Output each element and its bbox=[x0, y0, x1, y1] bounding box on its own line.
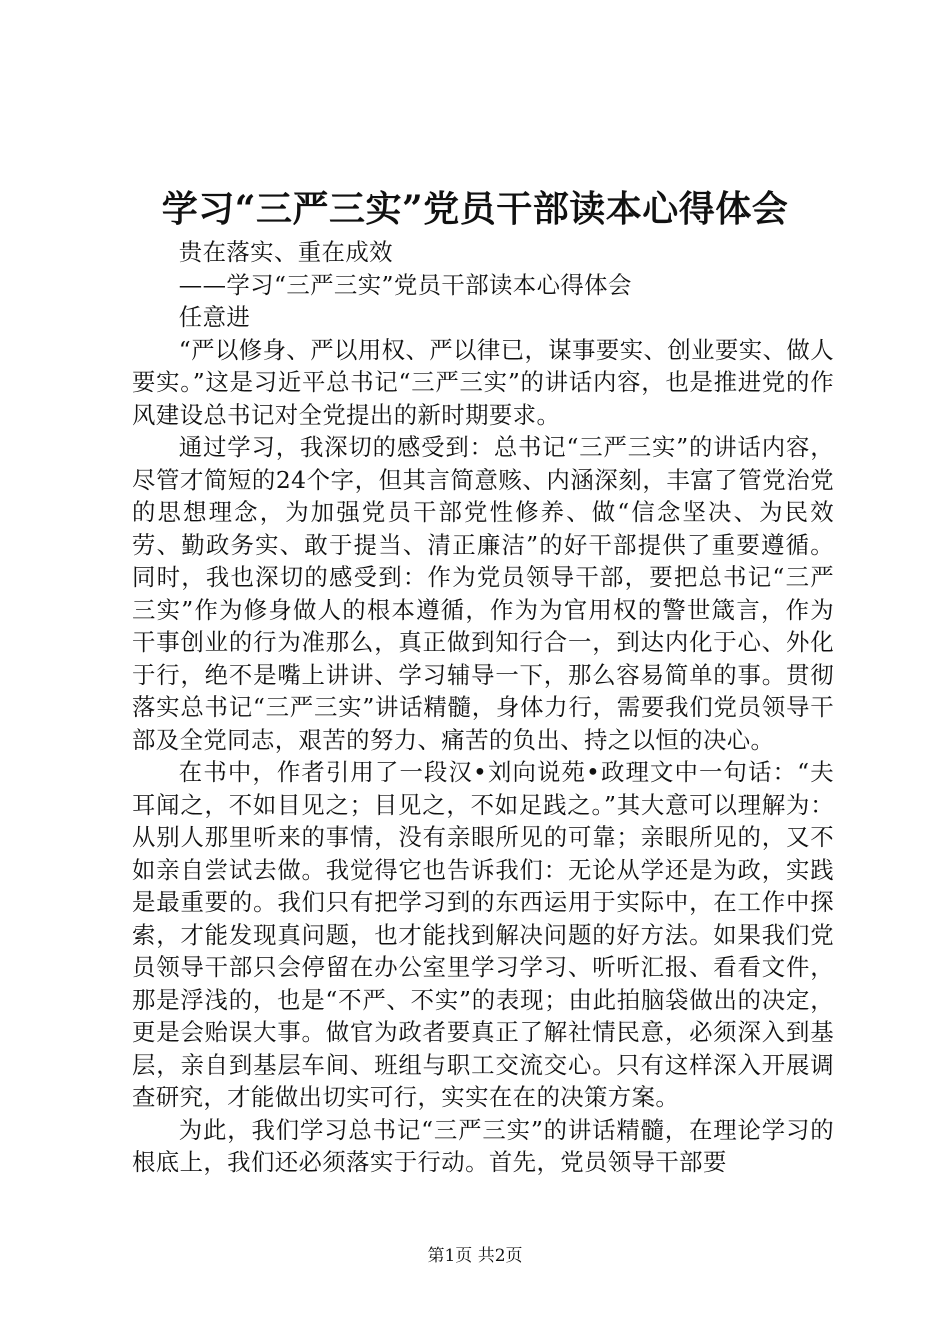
author: 任意进 bbox=[178, 303, 251, 331]
subheading: ——学习“三严三实”党员干部读本心得体会 bbox=[178, 270, 632, 299]
paragraph: “严以修身、严以用权、严以律已，谋事要实、创业要实、做人要实。”这是习近平总书记“三严三实”的讲话内容，也是推进党的作风建设总书记对全党提出的新时期要求。 bbox=[132, 335, 834, 429]
document-body bbox=[132, 236, 834, 1179]
document-title: 学习“三严三实”党员干部读本心得体会 bbox=[161, 188, 789, 230]
paragraph: 在书中，作者引用了一段汉•刘向说苑•政理文中一句话：“夫耳闻之，不如目见之；目见之，不如足践之。”其大意可以理解为：从别人那里听来的事情，没有亲眼所见的可靠；亲眼所见的，又不如亲自尝试去做。我觉得它也告诉我们：无论从学还是为政，实践是最重要的。我们只有把学习到的东西运用于实际中，在工作中探索，才能发现真问题，也才能找到解决问题的好方法。如果我们党员领导干部只会停留在办公室里学习学习、听听汇报、看看文件，那是浮浅的，也是“不严、不实”的表现；由此拍脑袋做出的决定，更是会贻误大事。做官为政者要真正了解社情民意，必须深入到基层，亲自到基层车间、班组与职工交流交心。只有这样深入开展调查研究，才能做出切实可行，实实在在的决策方案。 bbox=[132, 758, 834, 1111]
subtitle: 贵在落实、重在成效 bbox=[178, 238, 393, 266]
page-footer: 第1页 共2页 bbox=[427, 1246, 523, 1266]
paragraph: 通过学习，我深切的感受到：总书记“三严三实”的讲话内容，尽管才简短的24个字，但其言简意赅、内涵深刻，丰富了管党治党的思想理念，为加强党员干部党性修养、做“信念坚决、为民效劳、勤政务实、敢于提当、清正廉洁”的好干部提供了重要遵循。同时，我也深切的感受到：作为党员领导干部，要把总书记“三严三实”作为修身做人的根本遵循，作为为官用权的警世箴言，作为干事创业的行为准那么，真正做到知行合一，到达内化于心、外化于行，绝不是嘴上讲讲、学习辅导一下，那么容易简单的事。贯彻落实总书记“三严三实”讲话精髓，身体力行，需要我们党员领导干部及全党同志，艰苦的努力、痛苦的负出、持之以恒的决心。 bbox=[132, 433, 834, 754]
paragraph: 为此，我们学习总书记“三严三实”的讲话精髓，在理论学习的根底上，我们还必须落实于行动。首先，党员领导干部要 bbox=[132, 1115, 834, 1176]
